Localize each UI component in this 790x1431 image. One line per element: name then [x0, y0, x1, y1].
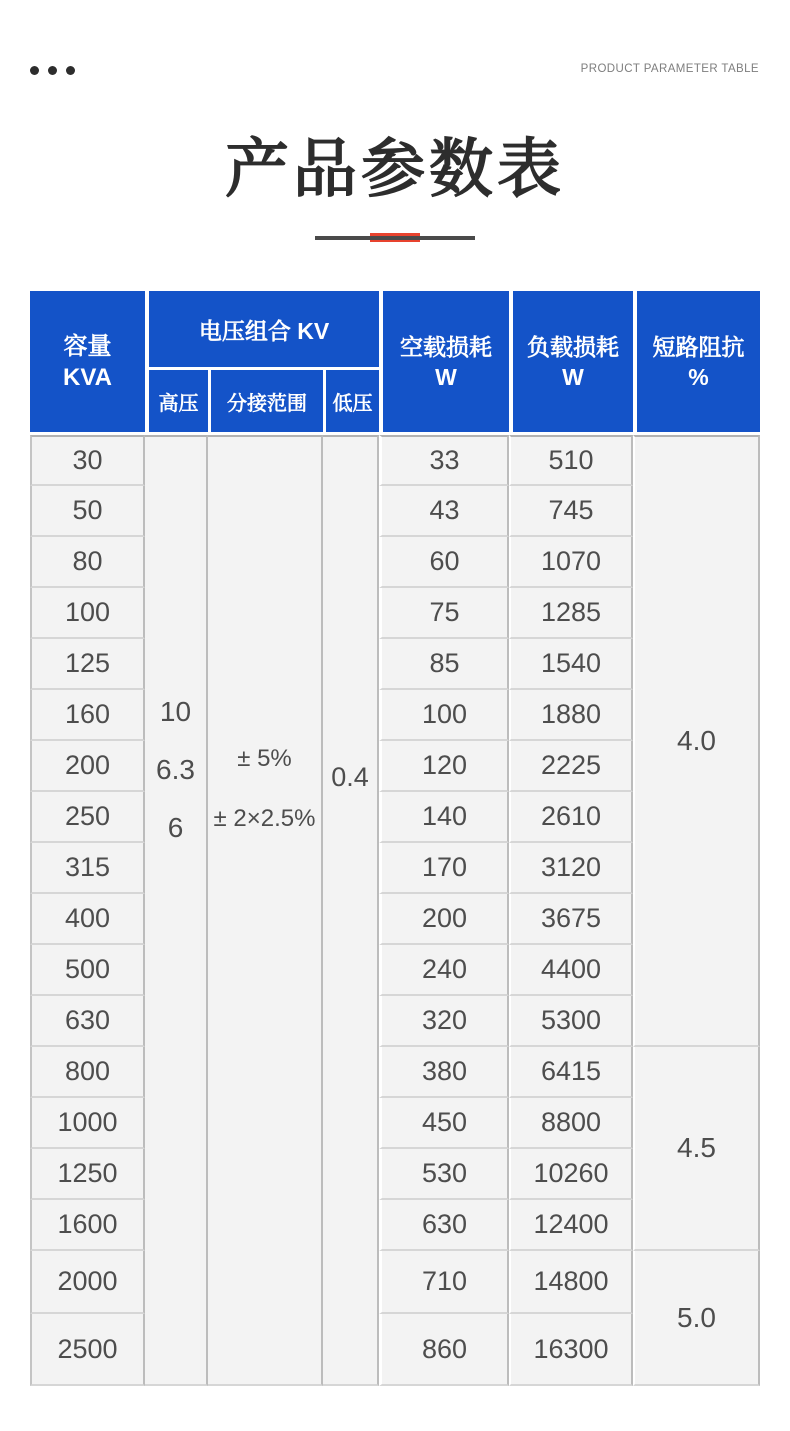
- capacity-cell: 2500: [30, 1314, 145, 1386]
- no-load-loss-cell: 380: [379, 1047, 509, 1098]
- load-loss-cell: 1285: [509, 588, 633, 639]
- no-load-loss-cell: 200: [379, 894, 509, 945]
- load-loss-cell: 10260: [509, 1149, 633, 1200]
- no-load-loss-cell: 240: [379, 945, 509, 996]
- capacity-cell: 50: [30, 486, 145, 537]
- parameter-table: [30, 291, 760, 1386]
- table-body: [30, 435, 760, 1386]
- load-loss-cell: 8800: [509, 1098, 633, 1149]
- no-load-loss-cell: 75: [379, 588, 509, 639]
- impedance-cell: 5.0: [633, 1251, 760, 1386]
- capacity-cell: 160: [30, 690, 145, 741]
- col-capacity-line2: KVA: [63, 363, 112, 391]
- tap-range-value: ± 5%: [237, 745, 292, 772]
- col-voltage-group: 电压组合 KV: [145, 291, 379, 370]
- impedance-cell: 4.5: [633, 1047, 760, 1251]
- col-no-load-loss-line1: 空载损耗: [400, 333, 492, 360]
- high-voltage-cell: [145, 435, 208, 1386]
- col-tap-range: 分接范围: [208, 370, 323, 435]
- no-load-loss-cell: 320: [379, 996, 509, 1047]
- load-loss-cell: 4400: [509, 945, 633, 996]
- no-load-loss-cell: 710: [379, 1251, 509, 1314]
- tap-range-cell: [208, 435, 323, 1386]
- col-low-voltage: 低压: [323, 370, 379, 435]
- low-voltage-value: 0.4: [331, 762, 369, 792]
- load-loss-cell: 14800: [509, 1251, 633, 1314]
- load-loss-cell: 3675: [509, 894, 633, 945]
- col-load-loss-line2: W: [562, 363, 584, 390]
- capacity-cell: 30: [30, 435, 145, 486]
- no-load-loss-cell: 450: [379, 1098, 509, 1149]
- load-loss-cell: 2225: [509, 741, 633, 792]
- capacity-cell: 500: [30, 945, 145, 996]
- load-loss-cell: 745: [509, 486, 633, 537]
- dot-icon: [66, 66, 75, 75]
- header-row-groups: [30, 291, 760, 370]
- table-header: [30, 291, 760, 435]
- no-load-loss-cell: 43: [379, 486, 509, 537]
- col-load-loss-line1: 负载损耗: [527, 333, 619, 360]
- col-no-load-loss-line2: W: [435, 363, 457, 390]
- dot-icon: [30, 66, 39, 75]
- table-row: [30, 1047, 760, 1098]
- load-loss-cell: 6415: [509, 1047, 633, 1098]
- load-loss-cell: 510: [509, 435, 633, 486]
- load-loss-cell: 5300: [509, 996, 633, 1047]
- eyebrow-label: PRODUCT PARAMETER TABLE: [580, 63, 759, 75]
- no-load-loss-cell: 60: [379, 537, 509, 588]
- table-row: [30, 1251, 760, 1314]
- capacity-cell: 200: [30, 741, 145, 792]
- capacity-cell: 630: [30, 996, 145, 1047]
- title-divider: [315, 233, 475, 242]
- col-capacity: [30, 291, 145, 435]
- capacity-cell: 80: [30, 537, 145, 588]
- capacity-cell: 1600: [30, 1200, 145, 1251]
- capacity-cell: 100: [30, 588, 145, 639]
- high-voltage-value: 6: [167, 812, 184, 843]
- col-no-load-loss: [379, 291, 509, 435]
- capacity-cell: 2000: [30, 1251, 145, 1314]
- col-impedance: [633, 291, 760, 435]
- capacity-cell: 1000: [30, 1098, 145, 1149]
- load-loss-cell: 12400: [509, 1200, 633, 1251]
- capacity-cell: 125: [30, 639, 145, 690]
- low-voltage-cell: [323, 435, 379, 1386]
- high-voltage-value: 6.3: [156, 754, 195, 785]
- col-load-loss: [509, 291, 633, 435]
- no-load-loss-cell: 860: [379, 1314, 509, 1386]
- capacity-cell: 315: [30, 843, 145, 894]
- load-loss-cell: 2610: [509, 792, 633, 843]
- impedance-cell: 4.0: [633, 435, 760, 1047]
- no-load-loss-cell: 100: [379, 690, 509, 741]
- top-bar: [0, 0, 790, 90]
- load-loss-cell: 1070: [509, 537, 633, 588]
- capacity-cell: 800: [30, 1047, 145, 1098]
- no-load-loss-cell: 120: [379, 741, 509, 792]
- no-load-loss-cell: 85: [379, 639, 509, 690]
- no-load-loss-cell: 530: [379, 1149, 509, 1200]
- no-load-loss-cell: 170: [379, 843, 509, 894]
- load-loss-cell: 1540: [509, 639, 633, 690]
- col-high-voltage: 高压: [145, 370, 208, 435]
- no-load-loss-cell: 140: [379, 792, 509, 843]
- no-load-loss-cell: 33: [379, 435, 509, 486]
- high-voltage-value: 10: [159, 696, 192, 727]
- col-capacity-line1: 容量: [63, 332, 112, 360]
- tap-range-value: ± 2×2.5%: [213, 805, 316, 832]
- capacity-cell: 250: [30, 792, 145, 843]
- capacity-cell: 1250: [30, 1149, 145, 1200]
- col-impedance-line1: 短路阻抗: [652, 333, 745, 360]
- dot-icon: [48, 66, 57, 75]
- divider-bar: [315, 236, 475, 240]
- page-title: 产品参数表: [225, 133, 565, 205]
- col-impedance-line2: %: [688, 363, 709, 390]
- capacity-cell: 400: [30, 894, 145, 945]
- table-row: [30, 435, 760, 486]
- load-loss-cell: 16300: [509, 1314, 633, 1386]
- menu-dots-icon: [30, 66, 75, 75]
- load-loss-cell: 3120: [509, 843, 633, 894]
- load-loss-cell: 1880: [509, 690, 633, 741]
- no-load-loss-cell: 630: [379, 1200, 509, 1251]
